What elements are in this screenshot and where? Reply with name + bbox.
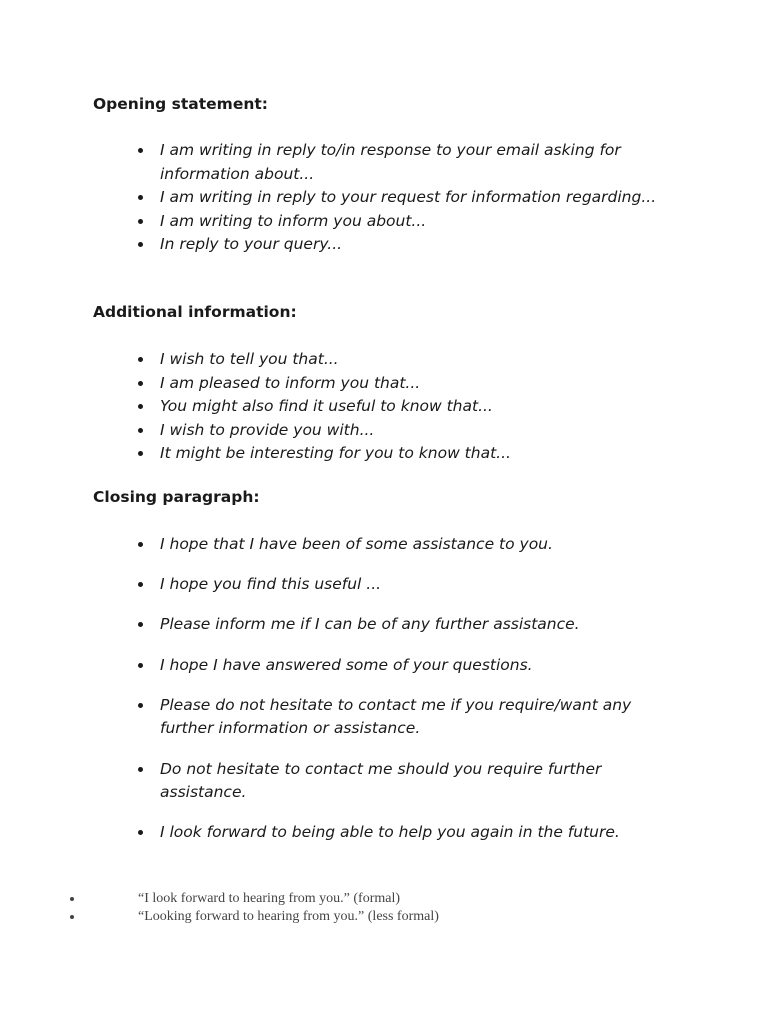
bullet-icon xyxy=(138,219,143,224)
bullet-icon xyxy=(138,357,143,362)
list-item xyxy=(0,694,768,741)
list-item xyxy=(0,186,768,210)
list-item xyxy=(0,908,768,926)
list-item-text: I hope I have answered some of your questions. xyxy=(160,655,533,674)
list-item-text: I wish to provide you with... xyxy=(160,420,375,439)
bullet-icon xyxy=(138,451,143,456)
bullet-icon xyxy=(138,582,143,587)
list-item xyxy=(0,890,768,908)
list-item xyxy=(0,210,768,234)
bullet-icon xyxy=(138,703,143,708)
bullet-icon xyxy=(138,622,143,627)
bullet-icon xyxy=(138,148,143,153)
list-item-text: “I look forward to hearing from you.” (formal) xyxy=(138,891,401,906)
list-item xyxy=(0,533,768,557)
list-item-text: “Looking forward to hearing from you.” (less formal) xyxy=(138,909,439,924)
list-item xyxy=(0,613,768,637)
list-item-text: Please do not hesitate to contact me if you require/want any further information or assistance. xyxy=(160,695,632,738)
list-item-text: I hope you find this useful ... xyxy=(160,575,382,594)
signoff-list xyxy=(0,890,768,926)
list-item xyxy=(0,233,768,257)
list-item-text: I am writing in reply to your request for information regarding... xyxy=(160,188,657,207)
list-item-text: I am writing in reply to/in response to your email asking for information about... xyxy=(160,141,621,183)
list-item xyxy=(0,419,768,443)
list-item-text: Please inform me if I can be of any further assistance. xyxy=(160,615,580,634)
list-item xyxy=(0,654,768,678)
opening-statement-list xyxy=(0,139,768,257)
additional-information-list xyxy=(0,348,768,466)
bullet-icon xyxy=(138,242,143,247)
additional-information-heading: Additional information: xyxy=(93,303,297,321)
list-item xyxy=(0,348,768,372)
list-item-text: In reply to your query... xyxy=(160,235,343,254)
bullet-icon xyxy=(70,915,74,919)
list-item-text: I hope that I have been of some assistance to you. xyxy=(160,535,553,553)
bullet-icon xyxy=(138,428,143,433)
opening-statement-heading: Opening statement: xyxy=(93,95,268,113)
list-item-text: It might be interesting for you to know that... xyxy=(160,444,511,463)
list-item-text: I am writing to inform you about... xyxy=(160,211,427,230)
list-item-text: I look forward to being able to help you again in the future. xyxy=(160,823,620,842)
list-item xyxy=(0,821,768,845)
list-item xyxy=(0,442,768,466)
list-item-text: I wish to tell you that... xyxy=(160,350,339,368)
bullet-icon xyxy=(138,404,143,409)
list-item xyxy=(0,395,768,419)
closing-paragraph-list xyxy=(0,533,768,862)
bullet-icon xyxy=(138,542,143,547)
bullet-icon xyxy=(138,663,143,668)
list-item xyxy=(0,139,768,186)
bullet-icon xyxy=(138,381,143,386)
bullet-icon xyxy=(138,767,143,772)
list-item-text: You might also find it useful to know that... xyxy=(160,397,493,416)
bullet-icon xyxy=(70,897,74,901)
bullet-icon xyxy=(138,195,143,200)
list-item xyxy=(0,573,768,597)
list-item xyxy=(0,758,768,805)
list-item xyxy=(0,372,768,396)
bullet-icon xyxy=(138,830,143,835)
list-item-text: I am pleased to inform you that... xyxy=(160,373,421,392)
closing-paragraph-heading: Closing paragraph: xyxy=(93,488,260,506)
list-item-text: Do not hesitate to contact me should you require further assistance. xyxy=(160,759,602,802)
